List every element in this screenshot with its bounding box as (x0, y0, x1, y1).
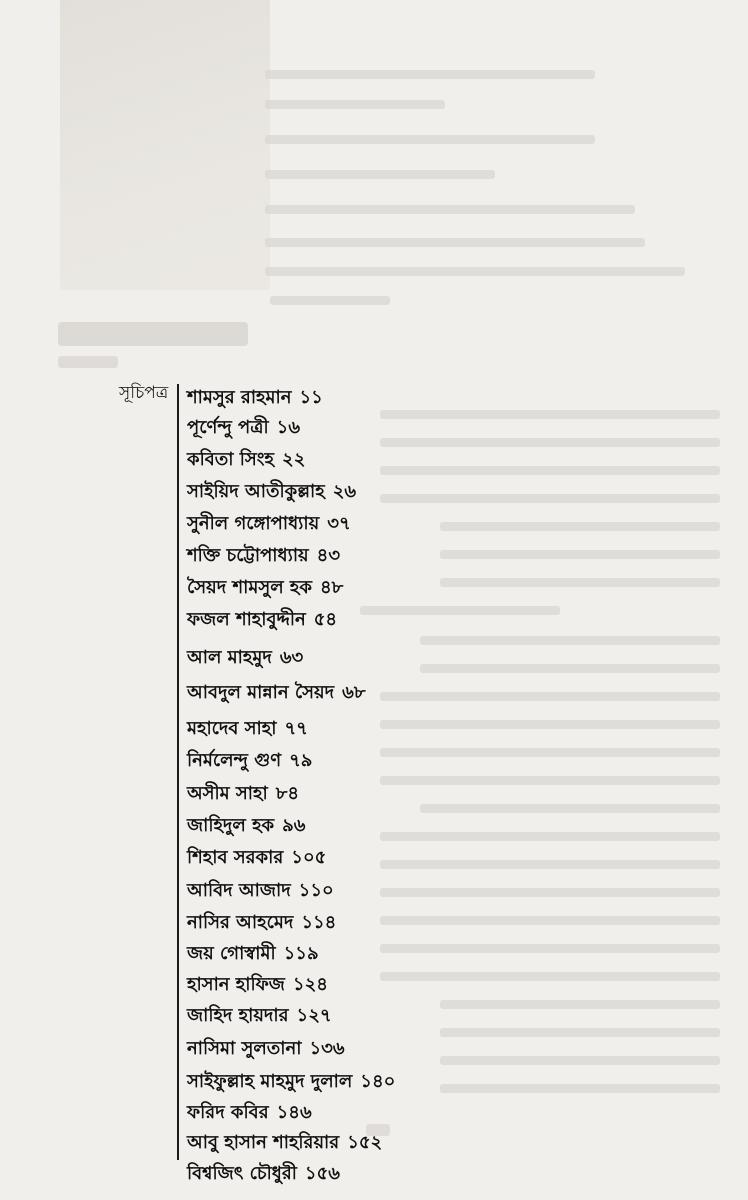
toc-entry (187, 684, 366, 702)
toc-entry-page: ৬৮ (342, 682, 366, 703)
toc-label: সূচিপত্র (119, 383, 169, 403)
toc-entry-name: সুনীল গঙ্গোপাধ্যায় (187, 513, 320, 534)
toc-entry (187, 849, 326, 867)
toc-entry-page: ১২৪ (292, 974, 328, 995)
toc-entry-name: অসীম সাহা (187, 783, 268, 804)
toc-entry (187, 649, 303, 667)
toc-entry-page: ১১৪ (301, 912, 337, 933)
toc-entry-name: সাইফুল্লাহ মাহমুদ দুলাল (187, 1071, 353, 1092)
toc-entry-page: ১৫৬ (304, 1163, 340, 1184)
toc-entry-page: ১১০ (298, 880, 334, 901)
toc-entry-name: কবিতা সিংহ (187, 449, 274, 470)
toc-entry-name: নাসির আহমেদ (187, 912, 294, 933)
toc-entry (187, 1040, 345, 1058)
toc-entry-page: ৯৬ (282, 815, 306, 836)
toc-entry-page: ৭৭ (284, 718, 308, 739)
toc-entry-page: ১৬ (276, 417, 301, 438)
toc-entry (187, 611, 337, 629)
toc-entry-page: ১১ (299, 387, 323, 408)
toc-entry-page: ১১৯ (283, 943, 319, 964)
toc-entry (187, 1165, 340, 1183)
toc-entry (187, 1104, 312, 1122)
toc-entry (187, 547, 340, 565)
toc-entry-name: সাইয়িদ আতীকুল্লাহ (187, 481, 325, 502)
toc-entry-page: ২৬ (332, 481, 357, 502)
toc-entry (187, 976, 328, 994)
toc-entry-page: ৪৮ (319, 577, 344, 598)
toc-entry (187, 752, 312, 770)
toc-entry-name: জাহিদুল হক (187, 815, 275, 836)
toc-entry-page: ৭৯ (289, 750, 313, 771)
toc-entry (187, 389, 323, 407)
toc-entry-name: আবু হাসান শাহরিয়ার (187, 1132, 340, 1153)
toc-entry-name: আবিদ আজাদ (187, 880, 291, 901)
toc-entry-name: ফরিদ কবির (187, 1102, 269, 1123)
toc-entry-name: শিহাব সরকার (187, 847, 284, 868)
toc-entry-page: ৬৩ (279, 647, 304, 668)
toc-entry (187, 945, 319, 963)
toc-entry-page: ১৪০ (360, 1071, 396, 1092)
toc-entry-page: ২২ (282, 449, 306, 470)
toc-entry (187, 515, 351, 533)
toc-entry-name: নাসিমা সুলতানা (187, 1038, 302, 1059)
toc-entry-page: ৮৪ (275, 783, 300, 804)
toc-entry-name: আবদুল মান্নান সৈয়দ (187, 682, 335, 703)
toc-entry-name: আল মাহমুদ (187, 647, 272, 668)
toc-entry (187, 785, 299, 803)
toc-entry (187, 451, 305, 469)
toc-entry-name: সৈয়দ শামসুল হক (187, 577, 312, 598)
toc-entry-page: ৫৪ (313, 609, 338, 630)
toc-entry-page: ১২৭ (296, 1005, 332, 1026)
faded-heading (58, 322, 248, 346)
toc-entry-name: বিশ্বজিৎ চৌধুরী (187, 1163, 297, 1184)
toc-entry-name: ফজল শাহাবুদ্দীন (187, 609, 306, 630)
toc-entry-name: নির্মলেন্দু গুণ (187, 750, 282, 771)
toc-entry-name: শামসুর রাহমান (187, 387, 292, 408)
toc-entry-name: জাহিদ হায়দার (187, 1005, 289, 1026)
toc-entry-name: হাসান হাফিজ (187, 974, 285, 995)
toc-entry (187, 419, 300, 437)
toc-entry (187, 1007, 332, 1025)
toc-entry-name: শক্তি চট্টোপাধ্যায় (187, 545, 309, 566)
toc-entry (187, 579, 343, 597)
toc-divider (177, 384, 179, 1160)
toc-entry-page: ৪৩ (316, 545, 341, 566)
faded-portrait-image (60, 0, 270, 290)
toc-entry-page: ৩৭ (327, 513, 351, 534)
toc-entry-page: ১৫২ (347, 1132, 383, 1153)
toc-entry-page: ১৪৬ (276, 1102, 312, 1123)
toc-entry (187, 720, 308, 738)
toc-entry (187, 914, 336, 932)
toc-entry-name: জয় গোস্বামী (187, 943, 276, 964)
toc-entry-name: মহাদেব সাহা (187, 718, 277, 739)
toc-entry (187, 817, 306, 835)
toc-entry (187, 483, 356, 501)
toc-entry-name: পূর্ণেন্দু পত্রী (187, 417, 269, 438)
toc-entry-page: ১০৫ (291, 847, 327, 868)
toc-entry (187, 1134, 382, 1152)
toc-entry (187, 882, 334, 900)
toc-entry-page: ১৩৬ (309, 1038, 345, 1059)
toc-entry (187, 1073, 395, 1091)
